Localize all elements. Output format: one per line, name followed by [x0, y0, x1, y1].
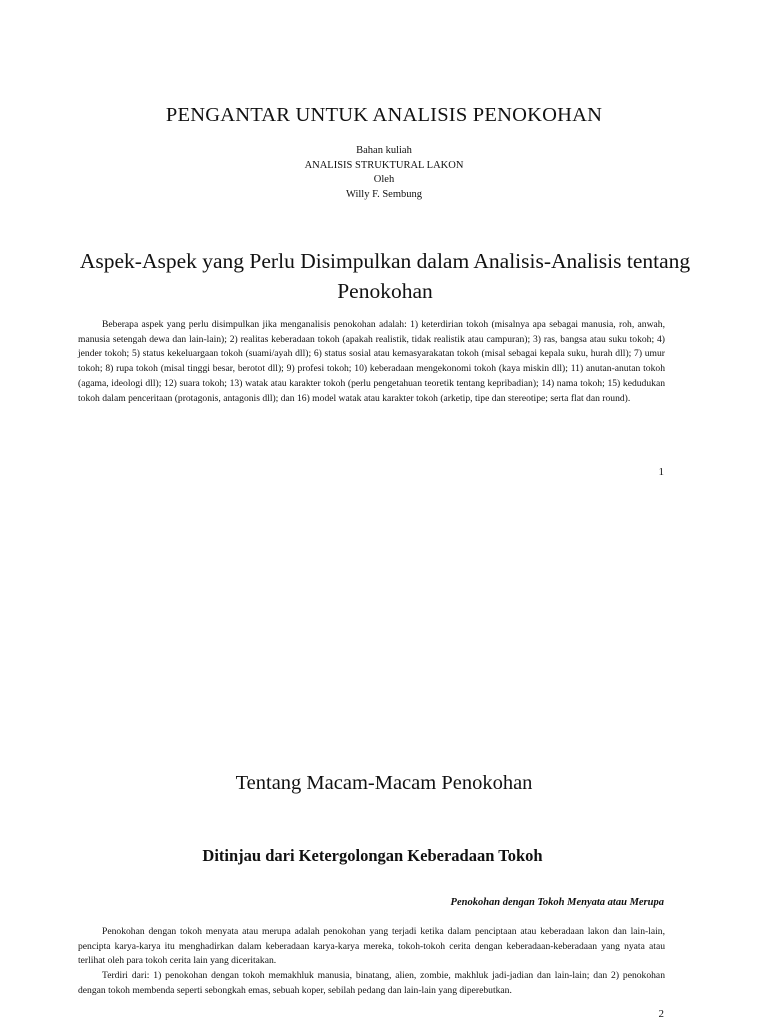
intro-paragraph [78, 318, 665, 406]
page-title: PENGANTAR UNTUK ANALISIS PENOKOHAN [165, 104, 603, 126]
subheading: Ditinjau dari Ketergolongan Keberadaan Tokoh [202, 846, 543, 865]
paragraph-text: Terdiri dari: 1) penokohan dengan tokoh memakhluk manusia, binatang, alien, zombie, makhluk jadi-jadian dan lain-lain; dan 2) penokohan dengan tokoh membenda seperti sebongkah emas, sebuah koper, sebilah pedang dan lain-lain yang diperebutkan. [78, 970, 665, 996]
page-number: 2 [658, 1008, 664, 1020]
meta-line-course-name: ANALISIS STRUKTURAL LAKON [304, 159, 464, 171]
body-paragraphs [78, 925, 665, 999]
paragraph-text: Beberapa aspek yang perlu disimpulkan jika menganalisis penokohan adalah: 1) keterdirian tokoh (misalnya apa sebagai manusia, roh, anwah, manusia setengah dewa dan lain-lain); 2) realitas keberadaan tokoh (apakah realistik, tidak realistik atau campuran); 3) ras, bangsa atau suku tokoh; 4) jender tokoh; 5) status kekeluargaan tokoh (suami/ayah dll); 6) status sosial atau kemasyarakatan tokoh (misal sebagai kepala suku, hurah dll); 7) umur tokoh; 8) rupa tokoh (misal tinggi besar, berotot dll); 9) profesi tokoh; 10) keberadaan mengekonomi tokoh (kaya miskin dll); 11) anutan-anutan tokoh (agama, ideologi dll); 12) suara tokoh; 13) watak atau karakter tokoh (perlu pengetahuan teoretik tentang kepribadian); 14) nama tokoh; 15) kedudukan tokoh dalam penceritaan (protagonis, antagonis dll); dan 16) model watak atau karakter tokoh (arketip, tipe dan stereotipe; serta flat dan round). [78, 319, 665, 404]
section-title: Aspek-Aspek yang Perlu Disimpulkan dalam Analisis-Analisis tentang Penokohan [79, 249, 691, 303]
document-meta [0, 144, 768, 202]
chapter-heading: Tentang Macam-Macam Penokohan [235, 772, 533, 794]
meta-line-course-type: Bahan kuliah [356, 145, 412, 156]
meta-line-by: Oleh [373, 174, 395, 185]
page-number: 1 [658, 466, 664, 478]
meta-line-author: Willy F. Sembung [345, 188, 423, 200]
paragraph-text: Penokohan dengan tokoh menyata atau merupa adalah penokohan yang terjadi ketika dalam penciptaan atau keberadaan lakon dan lain-lain, pencipta karya-karya itu menghadirkan dalam keberadaan karya-karya mereka, tokoh-tokoh cerita dengan keberadaan-keberadaan yang nyata atau terlihat oleh para tokoh cerita lain yang diceritakan. [78, 926, 665, 967]
italic-subheading: Penokohan dengan Tokoh Menyata atau Merupa [450, 897, 664, 908]
